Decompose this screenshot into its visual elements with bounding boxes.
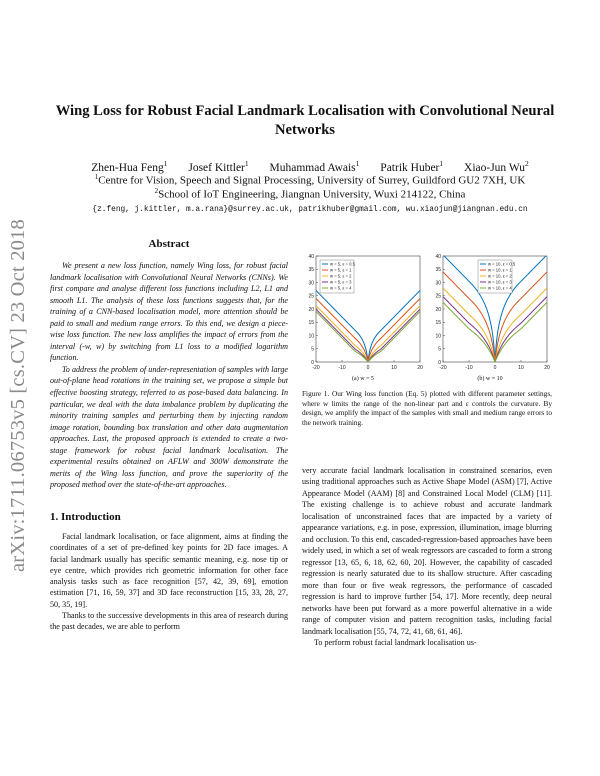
x-tick-label: -10	[338, 365, 346, 371]
x-tick-label: 10	[518, 365, 524, 371]
author-name: Xiao-Jun Wu	[464, 161, 525, 174]
author-affiliation-mark: 1	[244, 159, 249, 168]
abstract-paragraph: To address the problem of under-representation of samples with large out-of-plane head rotations in the training set, we propose a simple but effective boosting strategy, referred to as pose-based data balancing. In particular, we deal with the data imbalance problem by duplicating the minority training samples and perturbing them by injecting random image rotation, bounding box translation and other data augmentation approaches. Last, the proposed approach is extended to create a two-stage framework for robust facial landmark localisation. The experimental results obtained on AFLW and 300W demonstrate the merits of the Wing loss function, and prove the superiority of the proposed method over the state-of-the-art approaches.	[50, 364, 288, 490]
legend-label: w = 5, ε = 0.5	[330, 261, 355, 267]
affiliation-text: Centre for Vision, Speech and Signal Processing, University of Surrey, Guildford GU2 7XH, UK	[98, 174, 526, 187]
y-tick-label: 15	[435, 320, 441, 327]
y-tick-label: 40	[435, 253, 441, 260]
y-tick-label: 0	[311, 359, 314, 366]
legend-label: w = 5, ε = 1	[330, 267, 352, 273]
x-tick-label: 20	[417, 365, 423, 371]
body-paragraph: Thanks to the successive developments in this area of research during the past decades, we are able to perform	[50, 611, 288, 632]
left-column	[50, 238, 288, 633]
y-tick-label: 25	[308, 293, 314, 300]
legend-label: w = 5, ε = 4	[330, 285, 352, 291]
wing-loss-plot-w5	[302, 250, 424, 374]
author-affiliation-mark: 1	[355, 159, 360, 168]
y-tick-label: 5	[438, 346, 441, 353]
legend-label: w = 10, ε = 0.5	[488, 261, 516, 267]
affiliation-mark: 1	[94, 173, 99, 181]
y-tick-label: 35	[435, 267, 441, 274]
figure-caption: Figure 1. Our Wing loss function (Eq. 5) plotted with different parameter settings, where w limits the range of the non-linear part and ε controls the curvature. By design, we amplify the impact of the samples with small and medium range errors to the network training.	[302, 389, 552, 427]
legend-label: w = 10, ε = 1	[488, 267, 512, 273]
author-name: Zhen-Hua Feng	[91, 161, 164, 174]
subfigure-b	[429, 250, 551, 388]
y-tick-label: 35	[308, 267, 314, 274]
y-tick-label: 10	[308, 333, 314, 340]
subfigure-a	[302, 250, 424, 388]
legend-label: w = 10, ε = 4	[488, 285, 512, 291]
subfigure-caption: (b) w = 10	[477, 376, 503, 382]
y-tick-label: 20	[435, 306, 441, 313]
body-paragraph: To perform robust facial landmark localisation us-	[314, 638, 477, 648]
author-affiliation-mark: 1	[163, 159, 168, 168]
affiliation-text: School of IoT Engineering, Jiangnan University, Wuxi 214122, China	[158, 188, 466, 201]
affiliation	[40, 185, 580, 202]
legend-label: w = 5, ε = 3	[330, 279, 352, 285]
paper-title: Wing Loss for Robust Facial Landmark Localisation with Convolutional Neural Networks	[55, 103, 555, 138]
x-tick-label: -10	[465, 365, 473, 371]
legend-label: w = 10, ε = 3	[488, 279, 512, 285]
x-tick-label: 20	[544, 365, 550, 371]
x-tick-label: -20	[439, 365, 447, 371]
y-tick-label: 15	[308, 320, 314, 327]
author-affiliation-mark: 1	[439, 159, 444, 168]
y-tick-label: 0	[438, 359, 441, 366]
legend-label: w = 10, ε = 2	[488, 273, 512, 279]
x-tick-label: 10	[391, 365, 397, 371]
arxiv-identifier	[4, 200, 34, 590]
y-tick-label: 40	[308, 253, 314, 260]
wing-loss-plot-w10	[429, 250, 551, 374]
y-tick-label: 30	[308, 280, 314, 287]
author-name: Muhammad Awais	[269, 161, 356, 174]
y-tick-label: 10	[435, 333, 441, 340]
y-tick-label: 25	[435, 293, 441, 300]
arxiv-identifier-text: arXiv:1711.06753v5 [cs.CV] 23 Oct 2018	[7, 218, 30, 572]
affiliation-mark: 2	[154, 187, 159, 195]
abstract-heading: Abstract	[148, 238, 190, 250]
author-name: Patrik Huber	[380, 161, 440, 174]
body-paragraph: Facial landmark localisation, or face alignment, aims at finding the coordinates of a set of pre-defined key points for 2D face images. A facial landmark usually has specific semantic meaning, e.g. nose tip or eye centre, which provides rich geometric information for other face analysis tasks such as face recognition [57, 42, 39, 69], emotion estimation [71, 16, 59, 37] and 3D face reconstruction [15, 33, 28, 27, 50, 35, 19].	[50, 531, 288, 609]
section-heading: 1. Introduction	[50, 510, 121, 523]
x-tick-label: -20	[312, 365, 320, 371]
y-tick-label: 5	[311, 346, 314, 353]
legend-label: w = 5, ε = 2	[330, 273, 352, 279]
author-name: Josef Kittler	[188, 161, 245, 174]
y-tick-label: 30	[435, 280, 441, 287]
x-tick-label: 0	[493, 365, 497, 371]
author-affiliation-mark: 2	[525, 159, 529, 168]
author-emails: {z.feng, j.kittler, m.a.rana}@surrey.ac.uk, patrikhuber@gmail.com, wu.xiaojun@jiangnan.edu.cn	[92, 206, 528, 214]
right-column	[302, 465, 552, 649]
y-tick-label: 20	[308, 306, 314, 313]
abstract-paragraph: We present a new loss function, namely Wing loss, for robust facial landmark localisation with Convolutional Neural Networks (CNNs). We first compare and analyse different loss functions including L2, L1 and smooth L1. The analysis of these loss functions suggests that, for the training of a CNN-based localisation model, more attention should be paid to small and medium range errors. To this end, we design a piece-wise loss function. The new loss amplifies the impact of errors from the interval (-w, w) by switching from L1 loss to a modified logarithm function.	[50, 261, 288, 363]
x-tick-label: 0	[366, 365, 370, 371]
subfigure-caption: (a) w = 5	[352, 376, 374, 382]
body-paragraph: very accurate facial landmark localisation in constrained scenarios, even using traditional approaches such as Active Shape Model (ASM) [7], Active Appearance Model (AAM) [8] and Constrained Local Model (CLM) [11]. The existing challenge is to achieve robust and accurate landmark localisation of unconstrained faces that are impacted by a variety of appearance variations, e.g. in pose, expression, illumination, image blurring and occlusion. To this end, cascaded-regression-based approaches have been widely used, in which a set of weak regressors are cascaded to form a strong regressor [13, 65, 6, 18, 62, 60, 20]. However, the capability of cascaded regression is nearly saturated due to its shallow structure. After cascading more than four or five weak regressors, the performance of cascaded regression is hard to improve further [54, 17]. More recently, deep neural networks have been put forward as a more powerful alternative in a wide range of computer vision and pattern recognition tasks, including facial landmark localisation [55, 74, 72, 41, 68, 61, 46].	[302, 466, 552, 636]
